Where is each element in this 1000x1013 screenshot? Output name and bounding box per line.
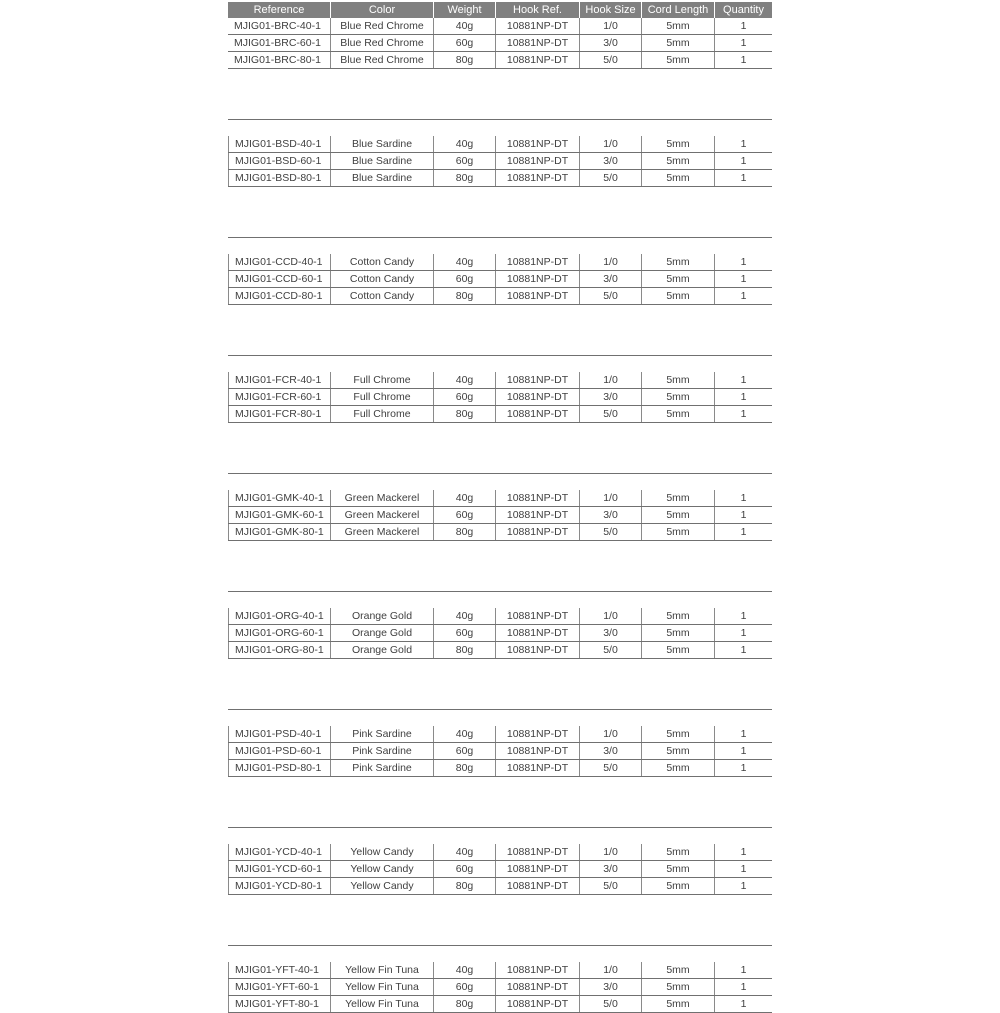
cell-hook-size: 5/0 — [580, 642, 642, 658]
table-row — [228, 979, 772, 996]
cell-quantity: 1 — [740, 37, 747, 49]
table-row — [228, 170, 772, 187]
cell-reference: MJIG01-BSD-60-1 — [228, 153, 331, 169]
product-group — [228, 119, 772, 187]
cell-hook-ref: 10881NP-DT — [496, 18, 580, 34]
cell-cord-length: 5mm — [642, 608, 715, 624]
cell-quantity: 1 — [740, 964, 747, 976]
product-group — [228, 709, 772, 777]
cell-quantity: 1 — [740, 273, 747, 285]
cell-cord-length: 5mm — [642, 271, 715, 287]
cell-hook-size: 1/0 — [580, 962, 642, 978]
table-row — [228, 962, 772, 979]
cell-hook-ref: 10881NP-DT — [496, 625, 580, 641]
cell-color: Cotton Candy — [331, 288, 434, 304]
cell-weight: 60g — [434, 153, 496, 169]
cell-reference: MJIG01-BSD-80-1 — [228, 170, 331, 186]
cell-hook-size: 3/0 — [580, 507, 642, 523]
cell-weight: 80g — [434, 642, 496, 658]
cell-reference: MJIG01-CCD-40-1 — [228, 254, 331, 270]
cell-cord-length: 5mm — [642, 979, 715, 995]
cell-color: Blue Sardine — [331, 170, 434, 186]
cell-hook-ref: 10881NP-DT — [496, 136, 580, 152]
table-row — [228, 271, 772, 288]
cell-hook-ref: 10881NP-DT — [496, 743, 580, 759]
cell-reference: MJIG01-YCD-80-1 — [228, 878, 331, 894]
cell-cord-length: 5mm — [642, 136, 715, 152]
cell-cord-length: 5mm — [642, 760, 715, 776]
group-divider — [228, 473, 772, 474]
cell-quantity: 1 — [740, 408, 747, 420]
cell-weight: 40g — [434, 372, 496, 388]
cell-quantity: 1 — [740, 998, 747, 1010]
cell-color: Yellow Fin Tuna — [331, 979, 434, 995]
cell-hook-size: 5/0 — [580, 996, 642, 1012]
cell-color: Pink Sardine — [331, 743, 434, 759]
cell-weight: 60g — [434, 625, 496, 641]
cell-hook-size: 3/0 — [580, 979, 642, 995]
cell-reference: MJIG01-BRC-60-1 — [228, 35, 331, 51]
cell-quantity: 1 — [740, 290, 747, 302]
product-group — [228, 827, 772, 895]
product-group — [228, 355, 772, 423]
table-header — [228, 2, 772, 18]
table-row — [228, 996, 772, 1013]
cell-hook-ref: 10881NP-DT — [496, 861, 580, 877]
group-divider — [228, 945, 772, 946]
cell-reference: MJIG01-BSD-40-1 — [228, 136, 331, 152]
cell-hook-ref: 10881NP-DT — [496, 52, 580, 68]
cell-cord-length: 5mm — [642, 389, 715, 405]
cell-weight: 60g — [434, 35, 496, 51]
cell-quantity: 1 — [740, 762, 747, 774]
cell-weight: 40g — [434, 18, 496, 34]
cell-color: Green Mackerel — [331, 524, 434, 540]
cell-color: Blue Red Chrome — [331, 18, 434, 34]
cell-cord-length: 5mm — [642, 878, 715, 894]
cell-color: Full Chrome — [331, 406, 434, 422]
cell-hook-size: 1/0 — [580, 372, 642, 388]
cell-hook-size: 1/0 — [580, 608, 642, 624]
cell-color: Yellow Fin Tuna — [331, 996, 434, 1012]
product-group — [228, 945, 772, 1013]
cell-hook-ref: 10881NP-DT — [496, 524, 580, 540]
cell-reference: MJIG01-FCR-40-1 — [228, 372, 331, 388]
cell-hook-size: 1/0 — [580, 726, 642, 742]
table-row — [228, 524, 772, 541]
cell-cord-length: 5mm — [642, 406, 715, 422]
cell-cord-length: 5mm — [642, 170, 715, 186]
cell-cord-length: 5mm — [642, 254, 715, 270]
cell-color: Full Chrome — [331, 389, 434, 405]
cell-reference: MJIG01-FCR-80-1 — [228, 406, 331, 422]
table-row — [228, 625, 772, 642]
cell-reference: MJIG01-ORG-80-1 — [228, 642, 331, 658]
cell-weight: 80g — [434, 878, 496, 894]
cell-hook-size: 5/0 — [580, 406, 642, 422]
table-row — [228, 372, 772, 389]
cell-reference: MJIG01-GMK-60-1 — [228, 507, 331, 523]
cell-reference: MJIG01-PSD-60-1 — [228, 743, 331, 759]
table-row — [228, 642, 772, 659]
header-hook-size: Hook Size — [580, 2, 642, 18]
cell-quantity: 1 — [740, 172, 747, 184]
cell-hook-ref: 10881NP-DT — [496, 996, 580, 1012]
cell-quantity: 1 — [740, 509, 747, 521]
cell-weight: 80g — [434, 406, 496, 422]
cell-hook-ref: 10881NP-DT — [496, 490, 580, 506]
cell-quantity: 1 — [740, 526, 747, 538]
cell-color: Yellow Fin Tuna — [331, 962, 434, 978]
cell-color: Orange Gold — [331, 625, 434, 641]
cell-reference: MJIG01-GMK-40-1 — [228, 490, 331, 506]
cell-quantity: 1 — [740, 728, 747, 740]
cell-cord-length: 5mm — [642, 625, 715, 641]
cell-hook-size: 1/0 — [580, 254, 642, 270]
cell-weight: 40g — [434, 962, 496, 978]
table-row — [228, 153, 772, 170]
cell-cord-length: 5mm — [642, 372, 715, 388]
header-cord-length: Cord Length — [642, 2, 715, 18]
cell-quantity: 1 — [740, 627, 747, 639]
product-group — [228, 237, 772, 305]
cell-weight: 60g — [434, 271, 496, 287]
table-row — [228, 52, 772, 69]
cell-color: Yellow Candy — [331, 861, 434, 877]
cell-color: Orange Gold — [331, 642, 434, 658]
cell-hook-ref: 10881NP-DT — [496, 406, 580, 422]
cell-cord-length: 5mm — [642, 524, 715, 540]
cell-color: Blue Sardine — [331, 136, 434, 152]
cell-hook-size: 5/0 — [580, 52, 642, 68]
cell-hook-ref: 10881NP-DT — [496, 608, 580, 624]
table-row — [228, 18, 772, 35]
cell-color: Blue Red Chrome — [331, 52, 434, 68]
cell-cord-length: 5mm — [642, 288, 715, 304]
cell-weight: 80g — [434, 170, 496, 186]
cell-reference: MJIG01-PSD-40-1 — [228, 726, 331, 742]
cell-weight: 80g — [434, 996, 496, 1012]
table-row — [228, 136, 772, 153]
cell-color: Green Mackerel — [331, 490, 434, 506]
cell-hook-ref: 10881NP-DT — [496, 389, 580, 405]
cell-cord-length: 5mm — [642, 642, 715, 658]
cell-hook-size: 5/0 — [580, 760, 642, 776]
table-row — [228, 878, 772, 895]
cell-hook-size: 5/0 — [580, 170, 642, 186]
cell-weight: 80g — [434, 524, 496, 540]
header-hook-ref: Hook Ref. — [496, 2, 580, 18]
cell-cord-length: 5mm — [642, 35, 715, 51]
cell-hook-ref: 10881NP-DT — [496, 642, 580, 658]
cell-weight: 40g — [434, 608, 496, 624]
cell-quantity: 1 — [740, 846, 747, 858]
cell-reference: MJIG01-ORG-60-1 — [228, 625, 331, 641]
cell-quantity: 1 — [740, 256, 747, 268]
cell-hook-size: 1/0 — [580, 136, 642, 152]
header-weight: Weight — [434, 2, 496, 18]
cell-cord-length: 5mm — [642, 18, 715, 34]
table-row — [228, 406, 772, 423]
cell-reference: MJIG01-CCD-80-1 — [228, 288, 331, 304]
cell-cord-length: 5mm — [642, 153, 715, 169]
table-body — [228, 18, 772, 1013]
cell-hook-size: 3/0 — [580, 389, 642, 405]
cell-weight: 60g — [434, 861, 496, 877]
cell-hook-size: 1/0 — [580, 18, 642, 34]
table-row — [228, 507, 772, 524]
table-row — [228, 760, 772, 777]
cell-color: Cotton Candy — [331, 254, 434, 270]
cell-weight: 80g — [434, 288, 496, 304]
group-divider — [228, 237, 772, 238]
product-group — [228, 591, 772, 659]
table-row — [228, 490, 772, 507]
cell-weight: 40g — [434, 490, 496, 506]
cell-hook-ref: 10881NP-DT — [496, 35, 580, 51]
cell-cord-length: 5mm — [642, 844, 715, 860]
cell-color: Orange Gold — [331, 608, 434, 624]
cell-color: Pink Sardine — [331, 726, 434, 742]
cell-color: Blue Red Chrome — [331, 35, 434, 51]
cell-quantity: 1 — [740, 391, 747, 403]
cell-quantity: 1 — [740, 745, 747, 757]
cell-color: Full Chrome — [331, 372, 434, 388]
cell-weight: 60g — [434, 507, 496, 523]
cell-hook-ref: 10881NP-DT — [496, 726, 580, 742]
table-row — [228, 608, 772, 625]
cell-hook-ref: 10881NP-DT — [496, 844, 580, 860]
cell-hook-ref: 10881NP-DT — [496, 288, 580, 304]
group-divider — [228, 827, 772, 828]
cell-hook-size: 1/0 — [580, 844, 642, 860]
group-divider — [228, 355, 772, 356]
cell-cord-length: 5mm — [642, 743, 715, 759]
cell-quantity: 1 — [740, 880, 747, 892]
cell-color: Blue Sardine — [331, 153, 434, 169]
cell-cord-length: 5mm — [642, 996, 715, 1012]
cell-hook-size: 3/0 — [580, 271, 642, 287]
table-row — [228, 389, 772, 406]
cell-hook-ref: 10881NP-DT — [496, 372, 580, 388]
cell-reference: MJIG01-YFT-80-1 — [228, 996, 331, 1012]
cell-reference: MJIG01-ORG-40-1 — [228, 608, 331, 624]
cell-quantity: 1 — [740, 155, 747, 167]
table-row — [228, 288, 772, 305]
cell-weight: 40g — [434, 254, 496, 270]
cell-cord-length: 5mm — [642, 52, 715, 68]
cell-cord-length: 5mm — [642, 507, 715, 523]
cell-hook-ref: 10881NP-DT — [496, 979, 580, 995]
cell-hook-size: 1/0 — [580, 490, 642, 506]
cell-color: Pink Sardine — [331, 760, 434, 776]
cell-reference: MJIG01-BRC-80-1 — [228, 52, 331, 68]
cell-hook-ref: 10881NP-DT — [496, 507, 580, 523]
group-divider — [228, 709, 772, 710]
product-spec-sheet — [228, 2, 772, 1013]
cell-cord-length: 5mm — [642, 726, 715, 742]
cell-quantity: 1 — [740, 492, 747, 504]
cell-reference: MJIG01-YCD-40-1 — [228, 844, 331, 860]
cell-quantity: 1 — [740, 610, 747, 622]
cell-quantity: 1 — [740, 981, 747, 993]
cell-weight: 80g — [434, 760, 496, 776]
product-group — [228, 18, 772, 69]
cell-hook-ref: 10881NP-DT — [496, 271, 580, 287]
header-quantity: Quantity — [723, 4, 764, 16]
cell-hook-size: 3/0 — [580, 625, 642, 641]
cell-cord-length: 5mm — [642, 861, 715, 877]
header-color: Color — [331, 2, 434, 18]
cell-weight: 40g — [434, 136, 496, 152]
cell-weight: 80g — [434, 52, 496, 68]
cell-hook-ref: 10881NP-DT — [496, 170, 580, 186]
cell-hook-ref: 10881NP-DT — [496, 962, 580, 978]
cell-weight: 40g — [434, 726, 496, 742]
cell-cord-length: 5mm — [642, 490, 715, 506]
cell-color: Yellow Candy — [331, 844, 434, 860]
header-reference: Reference — [228, 2, 331, 18]
cell-hook-ref: 10881NP-DT — [496, 878, 580, 894]
cell-quantity: 1 — [740, 644, 747, 656]
table-row — [228, 254, 772, 271]
cell-weight: 60g — [434, 743, 496, 759]
cell-hook-size: 3/0 — [580, 743, 642, 759]
cell-weight: 60g — [434, 979, 496, 995]
cell-reference: MJIG01-FCR-60-1 — [228, 389, 331, 405]
cell-reference: MJIG01-CCD-60-1 — [228, 271, 331, 287]
cell-color: Yellow Candy — [331, 878, 434, 894]
cell-hook-size: 5/0 — [580, 288, 642, 304]
cell-weight: 40g — [434, 844, 496, 860]
group-divider — [228, 591, 772, 592]
cell-weight: 60g — [434, 389, 496, 405]
cell-cord-length: 5mm — [642, 962, 715, 978]
cell-reference: MJIG01-GMK-80-1 — [228, 524, 331, 540]
table-row — [228, 743, 772, 760]
table-row — [228, 844, 772, 861]
cell-reference: MJIG01-YFT-60-1 — [228, 979, 331, 995]
cell-hook-size: 5/0 — [580, 524, 642, 540]
cell-quantity: 1 — [740, 138, 747, 150]
cell-hook-ref: 10881NP-DT — [496, 760, 580, 776]
cell-quantity: 1 — [740, 863, 747, 875]
table-row — [228, 861, 772, 878]
cell-reference: MJIG01-BRC-40-1 — [228, 18, 331, 34]
cell-color: Green Mackerel — [331, 507, 434, 523]
cell-hook-size: 3/0 — [580, 861, 642, 877]
cell-color: Cotton Candy — [331, 271, 434, 287]
cell-quantity: 1 — [740, 20, 747, 32]
cell-quantity: 1 — [740, 374, 747, 386]
cell-hook-ref: 10881NP-DT — [496, 254, 580, 270]
group-divider — [228, 119, 772, 120]
table-row — [228, 35, 772, 52]
cell-hook-size: 3/0 — [580, 153, 642, 169]
cell-reference: MJIG01-YCD-60-1 — [228, 861, 331, 877]
cell-hook-size: 5/0 — [580, 878, 642, 894]
table-row — [228, 726, 772, 743]
cell-reference: MJIG01-PSD-80-1 — [228, 760, 331, 776]
cell-reference: MJIG01-YFT-40-1 — [228, 962, 331, 978]
cell-hook-size: 3/0 — [580, 35, 642, 51]
cell-quantity: 1 — [740, 54, 747, 66]
product-group — [228, 473, 772, 541]
cell-hook-ref: 10881NP-DT — [496, 153, 580, 169]
